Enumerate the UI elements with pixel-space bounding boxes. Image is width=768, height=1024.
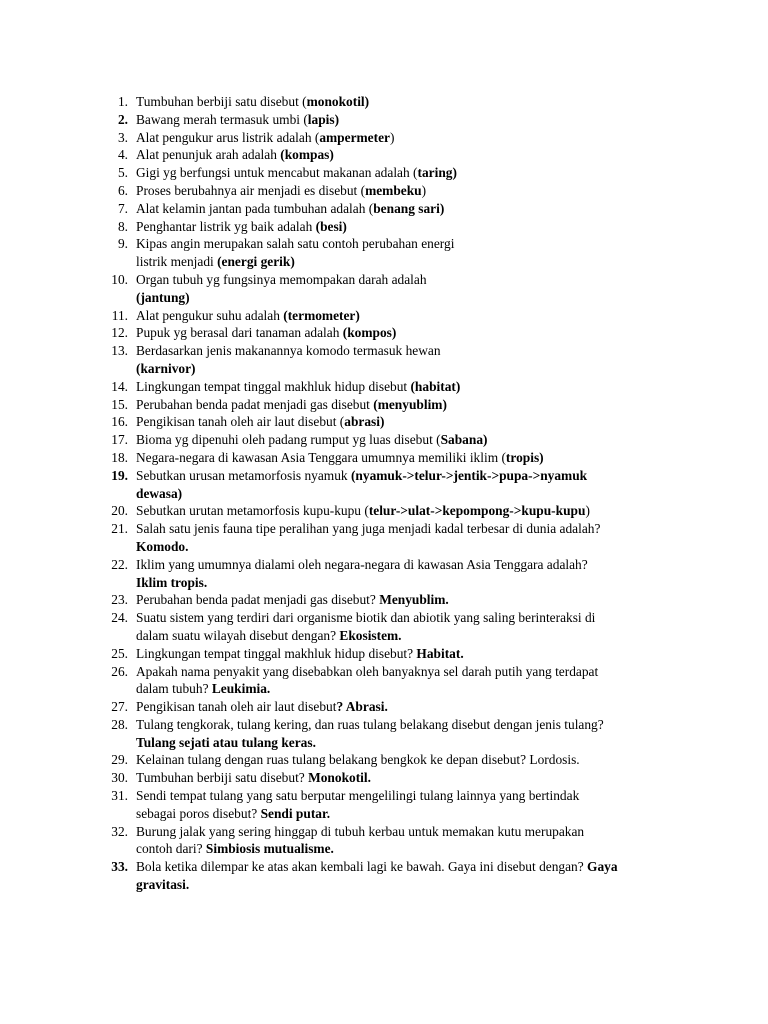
question-text: Lingkungan tempat tinggal makhluk hidup disebut?	[136, 645, 417, 661]
item-text	[136, 502, 700, 520]
item-text	[136, 235, 700, 271]
answer-text: (kompos)	[342, 325, 397, 341]
item-number: 29.	[111, 752, 128, 768]
item-text	[136, 396, 700, 414]
answer-text: Monokotil.	[308, 770, 371, 786]
answer-text: Gaya	[587, 859, 618, 875]
item-number: 19.	[111, 467, 128, 483]
list-item	[100, 129, 700, 147]
question-text: Apakah nama penyakit yang disebabkan oleh banyaknya sel darah putih yang terdapat	[136, 663, 599, 679]
item-number: 3.	[117, 129, 128, 145]
item-text	[136, 164, 700, 182]
question-text: sebagai poros disebut?	[136, 805, 261, 821]
question-answer-list	[100, 93, 700, 894]
item-text	[136, 146, 700, 164]
item-number: 23.	[111, 592, 128, 608]
question-text: Salah satu jenis fauna tipe peralihan yang juga menjadi kadal terbesar di dunia adalah?	[136, 521, 601, 537]
question-text: Proses berubahnya air menjadi es disebut (	[136, 182, 366, 198]
list-item	[100, 431, 700, 449]
item-number: 14.	[111, 378, 128, 394]
list-item	[100, 324, 700, 342]
question-text: Alat pengukur arus listrik adalah (	[136, 129, 320, 145]
item-number: 1.	[117, 94, 128, 109]
question-text: Kipas angin merupakan salah satu contoh perubahan energi	[136, 236, 455, 252]
list-item	[100, 271, 700, 307]
answer-text: membeku	[365, 182, 422, 198]
item-text	[136, 787, 700, 823]
list-item	[100, 467, 700, 503]
question-text: Tumbuhan berbiji satu disebut (	[136, 94, 307, 109]
item-text	[136, 823, 700, 859]
answer-text: lapis)	[307, 111, 340, 127]
item-text	[136, 751, 700, 769]
item-text	[136, 609, 700, 645]
question-text: Pengikisan tanah oleh air laut disebut (	[136, 414, 345, 430]
item-number: 31.	[111, 788, 128, 804]
question-text: Lingkungan tempat tinggal makhluk hidup disebut	[136, 378, 411, 394]
item-text	[136, 307, 700, 325]
answer-text: abrasi)	[344, 414, 385, 430]
item-text	[136, 663, 700, 699]
answer-text: (jantung)	[136, 289, 190, 305]
question-text: listrik menjadi	[136, 254, 218, 270]
item-number: 4.	[117, 147, 128, 163]
list-item	[100, 93, 700, 111]
question-text: Perubahan benda padat menjadi gas disebut?	[136, 592, 380, 608]
item-text	[136, 520, 700, 556]
item-text	[136, 645, 700, 663]
answer-text: ? Abrasi.	[336, 699, 388, 715]
item-text	[136, 698, 700, 716]
item-number: 33.	[111, 859, 128, 875]
answer-text: (menyublim)	[373, 396, 447, 412]
item-number: 2.	[117, 111, 128, 127]
list-item	[100, 645, 700, 663]
answer-text: Menyublim.	[379, 592, 449, 608]
list-item	[100, 396, 700, 414]
answer-text: Leukimia.	[211, 681, 271, 697]
question-text: Suatu sistem yang terdiri dari organisme biotik dan abiotik yang saling berinteraksi di	[136, 610, 596, 626]
question-text: Bawang merah termasuk umbi (	[136, 111, 308, 127]
answer-text: Komodo.	[136, 538, 189, 554]
question-text: Sebutkan urutan metamorfosis kupu-kupu (	[136, 503, 369, 519]
question-text: Penghantar listrik yg baik adalah	[136, 218, 316, 234]
answer-text: (kompas)	[280, 147, 334, 163]
question-text: dalam suatu wilayah disebut dengan?	[136, 627, 340, 643]
answer-text: tropis)	[505, 449, 544, 465]
list-item	[100, 751, 700, 769]
item-text	[136, 449, 700, 467]
list-item	[100, 556, 700, 592]
item-number: 21.	[111, 521, 128, 537]
answer-text: (energi gerik)	[217, 254, 295, 270]
item-text	[136, 182, 700, 200]
list-item	[100, 858, 700, 894]
question-text: contoh dari?	[136, 841, 206, 857]
item-text	[136, 324, 700, 342]
answer-text: (habitat)	[410, 378, 461, 394]
list-item	[100, 716, 700, 752]
answer-text: Iklim tropis.	[136, 574, 208, 590]
item-number: 5.	[117, 165, 128, 181]
item-text	[136, 342, 700, 378]
item-text	[136, 111, 700, 129]
item-number: 13.	[111, 343, 128, 359]
answer-text: ampermeter	[319, 129, 390, 145]
list-item	[100, 164, 700, 182]
item-number: 26.	[111, 663, 128, 679]
answer-text: (karnivor)	[136, 360, 196, 376]
question-text: Pengikisan tanah oleh air laut disebut	[136, 699, 337, 715]
item-number: 8.	[117, 218, 128, 234]
list-item	[100, 342, 700, 378]
item-text	[136, 200, 700, 218]
list-item	[100, 111, 700, 129]
list-item	[100, 609, 700, 645]
item-number: 25.	[111, 645, 128, 661]
answer-text: (nyamuk->telur->jentik->pupa->nyamuk	[350, 467, 588, 483]
question-text: Tulang tengkorak, tulang kering, dan ruas tulang belakang disebut dengan jenis tulang?	[136, 716, 604, 732]
item-text	[136, 93, 700, 111]
item-number: 18.	[111, 449, 128, 465]
item-number: 24.	[111, 610, 128, 626]
item-number: 15.	[111, 396, 128, 412]
list-item	[100, 663, 700, 699]
question-text: Burung jalak yang sering hinggap di tubuh kerbau untuk memakan kutu merupakan	[136, 823, 585, 839]
answer-text: (termometer)	[283, 307, 360, 323]
list-item	[100, 200, 700, 218]
answer-text: telur->ulat->kepompong->kupu-kupu	[368, 503, 586, 519]
question-text: dalam tubuh?	[136, 681, 212, 697]
answer-text: dewasa)	[136, 485, 183, 501]
item-number: 10.	[111, 271, 128, 287]
item-number: 28.	[111, 716, 128, 732]
question-text: Pupuk yg berasal dari tanaman adalah	[136, 325, 343, 341]
question-text: Negara-negara di kawasan Asia Tenggara umumnya memiliki iklim (	[136, 449, 506, 465]
item-number: 30.	[111, 770, 128, 786]
list-item	[100, 218, 700, 236]
item-text	[136, 413, 700, 431]
list-item	[100, 235, 700, 271]
answer-text: Simbiosis mutualisme.	[205, 841, 334, 857]
question-text: Tumbuhan berbiji satu disebut?	[136, 770, 309, 786]
answer-text: Ekosistem.	[339, 627, 402, 643]
item-number: 9.	[117, 236, 128, 252]
question-text: Sebutkan urusan metamorfosis nyamuk	[136, 467, 351, 483]
list-item	[100, 378, 700, 396]
item-text	[136, 218, 700, 236]
answer-text: benang sari)	[373, 200, 445, 216]
question-text: Berdasarkan jenis makanannya komodo termasuk hewan	[136, 343, 441, 359]
list-item	[100, 502, 700, 520]
answer-text: gravitasi.	[136, 877, 190, 893]
question-text: Bioma yg dipenuhi oleh padang rumput yg luas disebut (	[136, 432, 441, 448]
list-item	[100, 307, 700, 325]
item-number: 12.	[111, 325, 128, 341]
list-item	[100, 413, 700, 431]
item-text	[136, 431, 700, 449]
item-text	[136, 591, 700, 609]
item-number: 16.	[111, 414, 128, 430]
question-text: Sendi tempat tulang yang satu berputar mengelilingi tulang lainnya yang bertindak	[136, 788, 580, 804]
question-text: Iklim yang umumnya dialami oleh negara-negara di kawasan Asia Tenggara adalah?	[136, 556, 588, 572]
question-text: Perubahan benda padat menjadi gas disebut	[136, 396, 374, 412]
question-text: Alat pengukur suhu adalah	[136, 307, 284, 323]
answer-text: Habitat.	[416, 645, 464, 661]
answer-text: taring)	[417, 165, 457, 181]
question-text: )	[389, 129, 395, 145]
list-item	[100, 182, 700, 200]
list-item	[100, 698, 700, 716]
question-text: )	[585, 503, 590, 519]
answer-text: monokotil)	[306, 94, 370, 109]
answer-text: (besi)	[315, 218, 347, 234]
item-number: 11.	[111, 307, 128, 323]
question-text: Gigi yg berfungsi untuk mencabut makanan adalah (	[136, 165, 418, 181]
list-item	[100, 823, 700, 859]
question-text: Organ tubuh yg fungsinya memompakan darah adalah	[136, 271, 427, 287]
item-text	[136, 467, 700, 503]
item-number: 32.	[111, 823, 128, 839]
list-item	[100, 769, 700, 787]
list-item	[100, 449, 700, 467]
list-item	[100, 787, 700, 823]
question-text: Kelainan tulang dengan ruas tulang belakang bengkok ke depan disebut? Lordosis.	[136, 752, 580, 768]
question-text: Alat kelamin jantan pada tumbuhan adalah (	[136, 200, 374, 216]
question-text: Bola ketika dilempar ke atas akan kembali lagi ke bawah. Gaya ini disebut dengan?	[136, 859, 588, 875]
list-item	[100, 591, 700, 609]
item-number: 20.	[111, 503, 128, 519]
item-text	[136, 716, 700, 752]
item-number: 22.	[111, 556, 128, 572]
question-text: )	[421, 182, 427, 198]
answer-text: Tulang sejati atau tulang keras.	[136, 734, 316, 750]
item-text	[136, 769, 700, 787]
item-number: 17.	[111, 432, 128, 448]
list-item	[100, 520, 700, 556]
answer-text: Sabana)	[440, 432, 488, 448]
item-text	[136, 129, 700, 147]
question-text: Alat penunjuk arah adalah	[136, 147, 281, 163]
item-number: 27.	[111, 699, 128, 715]
answer-text: Sendi putar.	[260, 805, 331, 821]
list-item	[100, 146, 700, 164]
item-text	[136, 556, 700, 592]
item-number: 7.	[117, 200, 128, 216]
item-text	[136, 858, 700, 894]
item-text	[136, 271, 700, 307]
item-text	[136, 378, 700, 396]
item-number: 6.	[117, 182, 128, 198]
